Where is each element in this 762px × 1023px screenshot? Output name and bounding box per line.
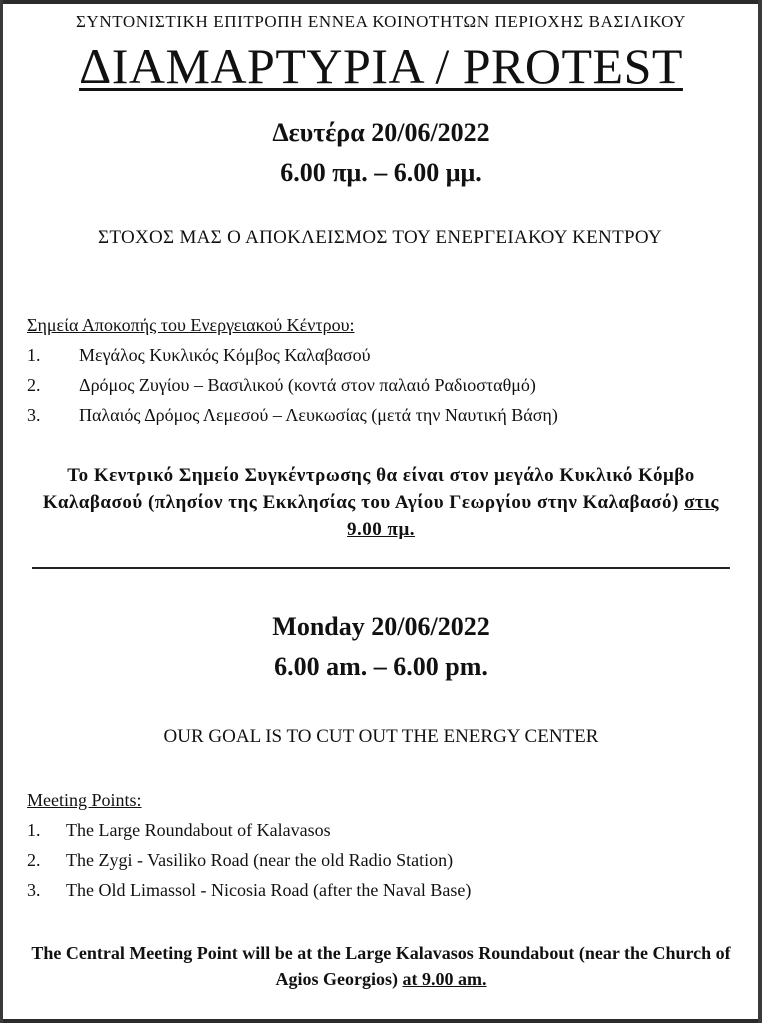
english-central-meeting-point [20, 940, 742, 992]
frame-border-left [0, 0, 3, 1023]
greek-point-text: Δρόμος Ζυγίου – Βασιλικού (κοντά στον παλαιό Ραδιοσταθμό) [79, 375, 536, 395]
page-title: ΔΙΑΜΑΡΤΥΡΙΑ / PROTEST [79, 38, 683, 94]
english-time: 6.00 am. – 6.00 pm. [274, 652, 488, 681]
greek-central-meeting-point [40, 462, 722, 543]
english-point-text: The Large Roundabout of Kalavasos [66, 820, 331, 840]
section-divider [32, 567, 730, 569]
english-point-number: 3. [27, 880, 41, 900]
greek-time: 6.00 πμ. – 6.00 μμ. [280, 158, 482, 187]
english-points-heading: Meeting Points: [27, 790, 142, 810]
english-date: Monday 20/06/2022 [272, 612, 490, 641]
english-central-time: at 9.00 am. [402, 969, 487, 989]
english-point-number: 2. [27, 850, 41, 870]
english-goal: OUR GOAL IS TO CUT OUT THE ENERGY CENTER [163, 726, 599, 747]
frame-border-top [0, 0, 762, 4]
greek-central-text: Το Κεντρικό Σημείο Συγκέντρωσης θα είναι στον μεγάλο Κυκλικό Κόμβο Καλαβασού (πλησίον της Εκκλησίας του Αγίου Γεωργίου στην Καλαβασό) [42, 465, 695, 513]
frame-border-bottom [0, 1019, 762, 1023]
english-point-text: The Old Limassol - Nicosia Road (after the Naval Base) [66, 880, 472, 900]
greek-point-number: 3. [27, 405, 41, 425]
greek-date: Δευτέρα 20/06/2022 [272, 118, 490, 147]
frame-border-right [758, 0, 762, 1023]
greek-point-text: Παλαιός Δρόμος Λεμεσού – Λευκωσίας (μετά την Ναυτική Βάση) [79, 405, 558, 425]
greek-goal: ΣΤΟΧΟΣ ΜΑΣ Ο ΑΠΟΚΛΕΙΣΜΟΣ ΤΟΥ ΕΝΕΡΓΕΙΑΚΟΥ ΚΕΝΤΡΟΥ [98, 227, 662, 248]
greek-point-number: 1. [27, 345, 41, 365]
greek-central-time: στις 9.00 πμ. [347, 492, 720, 540]
english-central-text: The Central Meeting Point will be at the Large Kalavasos Roundabout (near the Church of Agios Georgios) [31, 943, 731, 989]
greek-point-number: 2. [27, 375, 41, 395]
committee-name: ΣΥΝΤΟΝΙΣΤΙΚΗ ΕΠΙΤΡΟΠΗ ΕΝΝΕΑ ΚΟΙΝΟΤΗΤΩΝ ΠΕΡΙΟΧΗΣ ΒΑΣΙΛΙΚΟΥ [75, 12, 687, 31]
greek-point-text: Μεγάλος Κυκλικός Κόμβος Καλαβασού [79, 345, 371, 365]
english-point-text: The Zygi - Vasiliko Road (near the old Radio Station) [66, 850, 454, 870]
greek-points-heading: Σημεία Αποκοπής του Ενεργειακού Κέντρου: [27, 315, 355, 335]
english-point-number: 1. [27, 820, 41, 840]
